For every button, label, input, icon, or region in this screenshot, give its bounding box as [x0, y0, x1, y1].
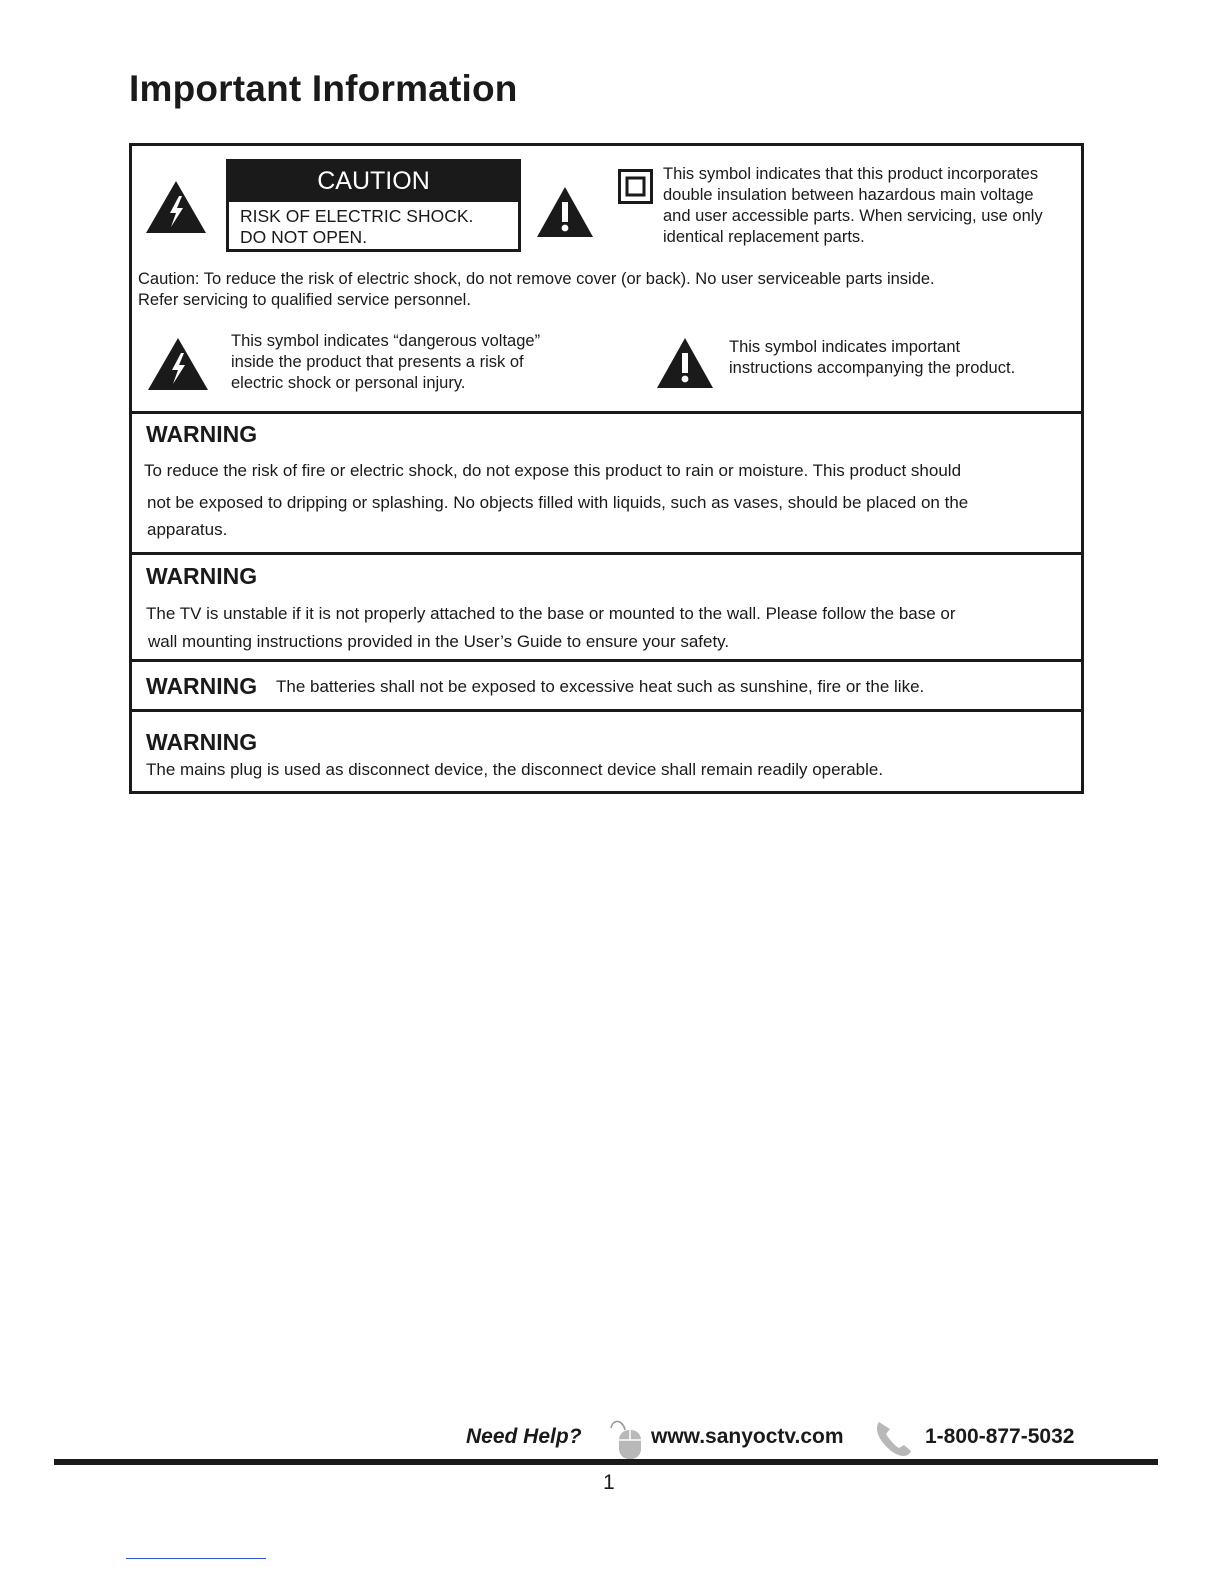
bottom-underline [126, 1558, 266, 1559]
page-number: 1 [603, 1471, 615, 1494]
phone-icon [873, 1418, 915, 1458]
need-help-label: Need Help? [466, 1425, 582, 1448]
instruction-symbol-text: This symbol indicates important instructions accompanying the product. [729, 338, 1016, 377]
voltage-symbol-text: This symbol indicates “dangerous voltage” inside the product that presents a risk of electric shock or personal injury. [231, 332, 541, 392]
warning-text: The TV is unstable if it is not properly attached to the base or mounted to the wall. Please follow the base or [146, 604, 956, 623]
divider [129, 659, 1084, 662]
warning-text: wall mounting instructions provided in the User’s Guide to ensure your safety. [148, 632, 730, 651]
warning-title: WARNING [146, 421, 258, 447]
page-title: Important Information [129, 68, 518, 109]
warning-text: apparatus. [147, 520, 228, 539]
caution-label-heading: CAUTION [229, 162, 518, 202]
warning-title: WARNING [146, 729, 258, 755]
footer-rule [54, 1459, 1158, 1465]
warning-title: WARNING [146, 563, 258, 589]
double-insulation-text: This symbol indicates that this product incorporates double insulation between hazardous main voltage and user accessible parts. When servicing, use only identical replacement parts. [663, 165, 1043, 246]
website-link[interactable]: www.sanyoctv.com [651, 1425, 844, 1448]
lightning-triangle-icon [147, 337, 209, 391]
warning-text: not be exposed to dripping or splashing. No objects filled with liquids, such as vases, should be placed on the [147, 493, 969, 512]
exclamation-triangle-icon [536, 186, 594, 238]
phone-number: 1-800-877-5032 [925, 1425, 1075, 1448]
exclamation-triangle-icon [656, 337, 714, 389]
caution-label [226, 159, 521, 252]
divider [129, 709, 1084, 712]
warning-text: The batteries shall not be exposed to excessive heat such as sunshine, fire or the like. [276, 677, 925, 696]
warning-title: WARNING [146, 673, 258, 699]
warning-text: The mains plug is used as disconnect device, the disconnect device shall remain readily operable. [146, 760, 884, 779]
warning-text: To reduce the risk of fire or electric shock, do not expose this product to rain or moisture. This product should [144, 461, 962, 480]
caution-label-line2: DO NOT OPEN. [240, 227, 368, 247]
double-square-icon [618, 169, 653, 204]
mouse-icon [605, 1416, 645, 1460]
divider [129, 552, 1084, 555]
lightning-triangle-icon [145, 180, 207, 234]
caution-text: Caution: To reduce the risk of electric shock, do not remove cover (or back). No user serviceable parts inside. Refer servicing to qualified service personnel. [138, 270, 935, 309]
caution-label-line1: RISK OF ELECTRIC SHOCK. [240, 206, 474, 226]
